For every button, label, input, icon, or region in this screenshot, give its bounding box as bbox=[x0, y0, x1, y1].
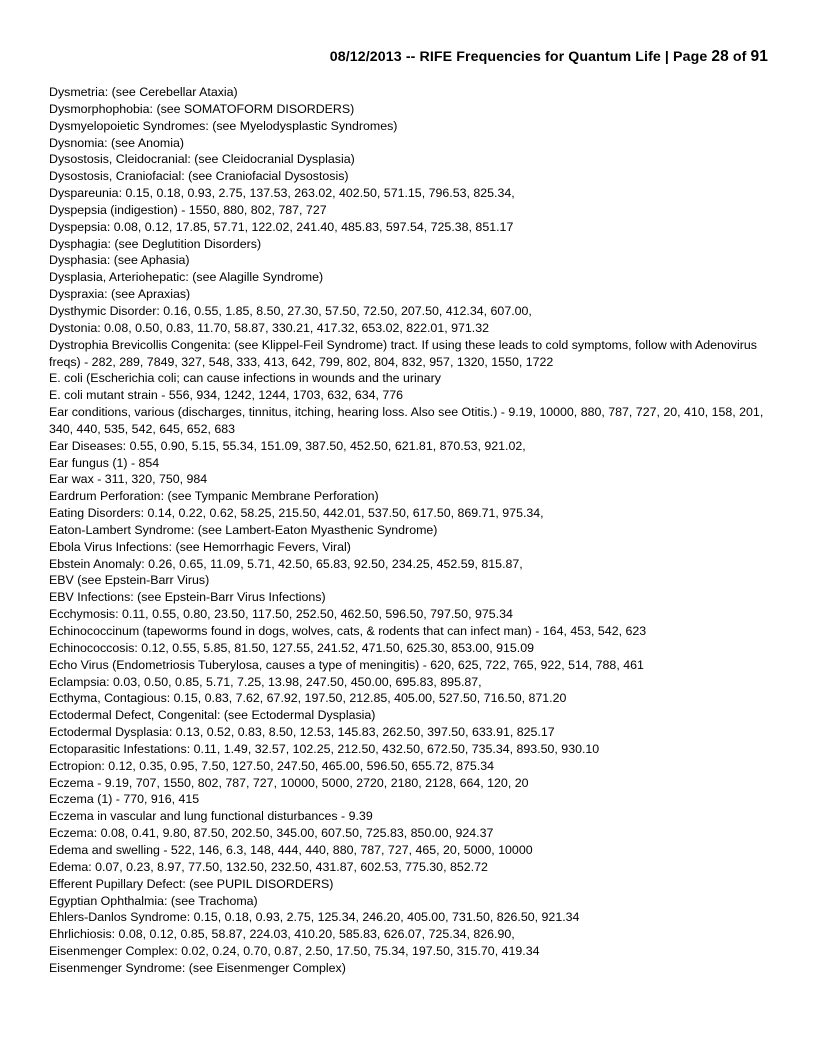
list-item: Dysmorphophobia: (see SOMATOFORM DISORDERS) bbox=[49, 101, 355, 116]
page-header bbox=[330, 48, 768, 66]
list-item: Ear conditions, various (discharges, tinnitus, itching, hearing loss. Also see Otitis.) - 9.19, 10000, 880, 787, 727, 20, 410, 158, 201, 340, 440, 535, 542, 645, 652, 683 bbox=[49, 405, 764, 436]
list-item: Eczema - 9.19, 707, 1550, 802, 787, 727, 10000, 5000, 2720, 2180, 2128, 664, 120, 20 bbox=[49, 775, 529, 790]
header-separator: -- bbox=[401, 49, 420, 65]
list-item: E. coli (Escherichia coli; can cause infections in wounds and the urinary bbox=[49, 371, 441, 386]
list-item: Ebola Virus Infections: (see Hemorrhagic Fevers, Viral) bbox=[49, 539, 351, 554]
list-item: Eaton-Lambert Syndrome: (see Lambert-Eaton Myasthenic Syndrome) bbox=[49, 522, 438, 537]
list-item: Edema: 0.07, 0.23, 8.97, 77.50, 132.50, 232.50, 431.87, 602.53, 775.30, 852.72 bbox=[49, 859, 488, 874]
list-item: Ectropion: 0.12, 0.35, 0.95, 7.50, 127.50, 247.50, 465.00, 596.50, 655.72, 875.34 bbox=[49, 758, 495, 773]
list-item: Eisenmenger Complex: 0.02, 0.24, 0.70, 0.87, 2.50, 17.50, 75.34, 197.50, 315.70, 419.34 bbox=[49, 944, 540, 959]
list-item: Ear Diseases: 0.55, 0.90, 5.15, 55.34, 151.09, 387.50, 452.50, 621.81, 870.53, 921.02, bbox=[49, 438, 526, 453]
list-item: Ecthyma, Contagious: 0.15, 0.83, 7.62, 67.92, 197.50, 212.85, 405.00, 527.50, 716.50, 871.20 bbox=[49, 691, 567, 706]
header-title: RIFE Frequencies for Quantum Life bbox=[419, 49, 661, 65]
list-item: Echinococcosis: 0.12, 0.55, 5.85, 81.50, 127.55, 241.52, 471.50, 625.30, 853.00, 915.09 bbox=[49, 640, 534, 655]
list-item: Eardrum Perforation: (see Tympanic Membrane Perforation) bbox=[49, 489, 379, 504]
header-total-pages: 91 bbox=[750, 48, 768, 65]
list-item: Echo Virus (Endometriosis Tuberylosa, causes a type of meningitis) - 620, 625, 722, 765, 922, 514, 788, 461 bbox=[49, 657, 644, 672]
list-item: Eating Disorders: 0.14, 0.22, 0.62, 58.25, 215.50, 442.01, 537.50, 617.50, 869.71, 975.34, bbox=[49, 506, 544, 521]
list-item: Egyptian Ophthalmia: (see Trachoma) bbox=[49, 893, 258, 908]
list-item: Dysmetria: (see Cerebellar Ataxia) bbox=[49, 85, 238, 99]
list-item: Ectodermal Defect, Congenital: (see Ectodermal Dysplasia) bbox=[49, 708, 376, 723]
list-item: Echinococcinum (tapeworms found in dogs, wolves, cats, & rodents that can infect man) - 164, 453, 542, 623 bbox=[49, 624, 647, 638]
list-item: Ehlers-Danlos Syndrome: 0.15, 0.18, 0.93, 2.75, 125.34, 246.20, 405.00, 731.50, 826.50, 921.34 bbox=[49, 910, 580, 925]
list-item: Eclampsia: 0.03, 0.50, 0.85, 5.71, 7.25, 13.98, 247.50, 450.00, 695.83, 895.87, bbox=[49, 674, 482, 689]
header-pipe: | bbox=[660, 49, 674, 65]
entry-list bbox=[49, 84, 771, 977]
list-item: EBV Infections: (see Epstein-Barr Virus Infections) bbox=[49, 590, 326, 605]
list-item: EBV (see Epstein-Barr Virus) bbox=[49, 573, 210, 588]
list-item: Ecchymosis: 0.11, 0.55, 0.80, 23.50, 117.50, 252.50, 462.50, 596.50, 797.50, 975.34 bbox=[49, 607, 513, 622]
header-page-number: 28 bbox=[711, 48, 729, 65]
list-item: Dysnomia: (see Anomia) bbox=[49, 135, 184, 150]
list-item: Dyspraxia: (see Apraxias) bbox=[49, 287, 191, 302]
list-item: Eczema (1) - 770, 916, 415 bbox=[49, 792, 200, 807]
list-item: Dystrophia Brevicollis Congenita: (see Klippel-Feil Syndrome) tract. If using these leads to cold symptoms, follow with Adenovirus freqs) - 282, 289, 7849, 327, 548, 333, 413, 642, 799, 802, 804, 832, 957, 1320, 1550, 1722 bbox=[49, 337, 757, 369]
list-item: Dysostosis, Craniofacial: (see Craniofacial Dysostosis) bbox=[49, 169, 349, 184]
list-item: Dystonia: 0.08, 0.50, 0.83, 11.70, 58.87, 330.21, 417.32, 653.02, 822.01, 971.32 bbox=[49, 320, 489, 335]
list-item: Dyspepsia (indigestion) - 1550, 880, 802, 787, 727 bbox=[49, 202, 327, 217]
header-date: 08/12/2013 bbox=[329, 49, 402, 65]
list-item: Ear fungus (1) - 854 bbox=[49, 455, 160, 470]
list-item: Ebstein Anomaly: 0.26, 0.65, 11.09, 5.71, 42.50, 65.83, 92.50, 234.25, 452.59, 815.87, bbox=[49, 556, 523, 571]
list-item: Ectodermal Dysplasia: 0.13, 0.52, 0.83, 8.50, 12.53, 145.83, 262.50, 397.50, 633.91, 825.17 bbox=[49, 725, 555, 740]
list-item: Ectoparasitic Infestations: 0.11, 1.49, 32.57, 102.25, 212.50, 432.50, 672.50, 735.34, 893.50, 930.10 bbox=[49, 741, 600, 756]
list-item: Eisenmenger Syndrome: (see Eisenmenger Complex) bbox=[49, 960, 346, 975]
header-page-word: Page bbox=[673, 49, 712, 65]
list-item: Dysmyelopoietic Syndromes: (see Myelodysplastic Syndromes) bbox=[49, 118, 398, 133]
list-item: Dyspareunia: 0.15, 0.18, 0.93, 2.75, 137.53, 263.02, 402.50, 571.15, 796.53, 825.34, bbox=[49, 186, 515, 201]
list-item: E. coli mutant strain - 556, 934, 1242, 1244, 1703, 632, 634, 776 bbox=[49, 388, 404, 403]
list-item: Ear wax - 311, 320, 750, 984 bbox=[49, 472, 208, 487]
list-item: Edema and swelling - 522, 146, 6.3, 148, 444, 440, 880, 787, 727, 465, 20, 5000, 10000 bbox=[49, 842, 533, 857]
list-item: Dysplasia, Arteriohepatic: (see Alagille Syndrome) bbox=[49, 270, 324, 285]
list-item: Eczema in vascular and lung functional disturbances - 9.39 bbox=[49, 809, 373, 824]
list-item: Dysphasia: (see Aphasia) bbox=[49, 253, 190, 268]
list-item: Dysphagia: (see Deglutition Disorders) bbox=[49, 236, 262, 251]
list-item: Dysostosis, Cleidocranial: (see Cleidocranial Dysplasia) bbox=[49, 152, 355, 167]
list-item: Efferent Pupillary Defect: (see PUPIL DISORDERS) bbox=[49, 876, 334, 891]
list-item: Ehrlichiosis: 0.08, 0.12, 0.85, 58.87, 224.03, 410.20, 585.83, 626.07, 725.34, 826.90, bbox=[49, 927, 515, 942]
list-item: Dyspepsia: 0.08, 0.12, 17.85, 57.71, 122.02, 241.40, 485.83, 597.54, 725.38, 851.17 bbox=[49, 219, 514, 234]
list-item: Dysthymic Disorder: 0.16, 0.55, 1.85, 8.50, 27.30, 57.50, 72.50, 207.50, 412.34, 607.00, bbox=[49, 303, 532, 318]
list-item: Eczema: 0.08, 0.41, 9.80, 87.50, 202.50, 345.00, 607.50, 725.83, 850.00, 924.37 bbox=[49, 826, 494, 841]
header-of-word: of bbox=[728, 49, 751, 65]
